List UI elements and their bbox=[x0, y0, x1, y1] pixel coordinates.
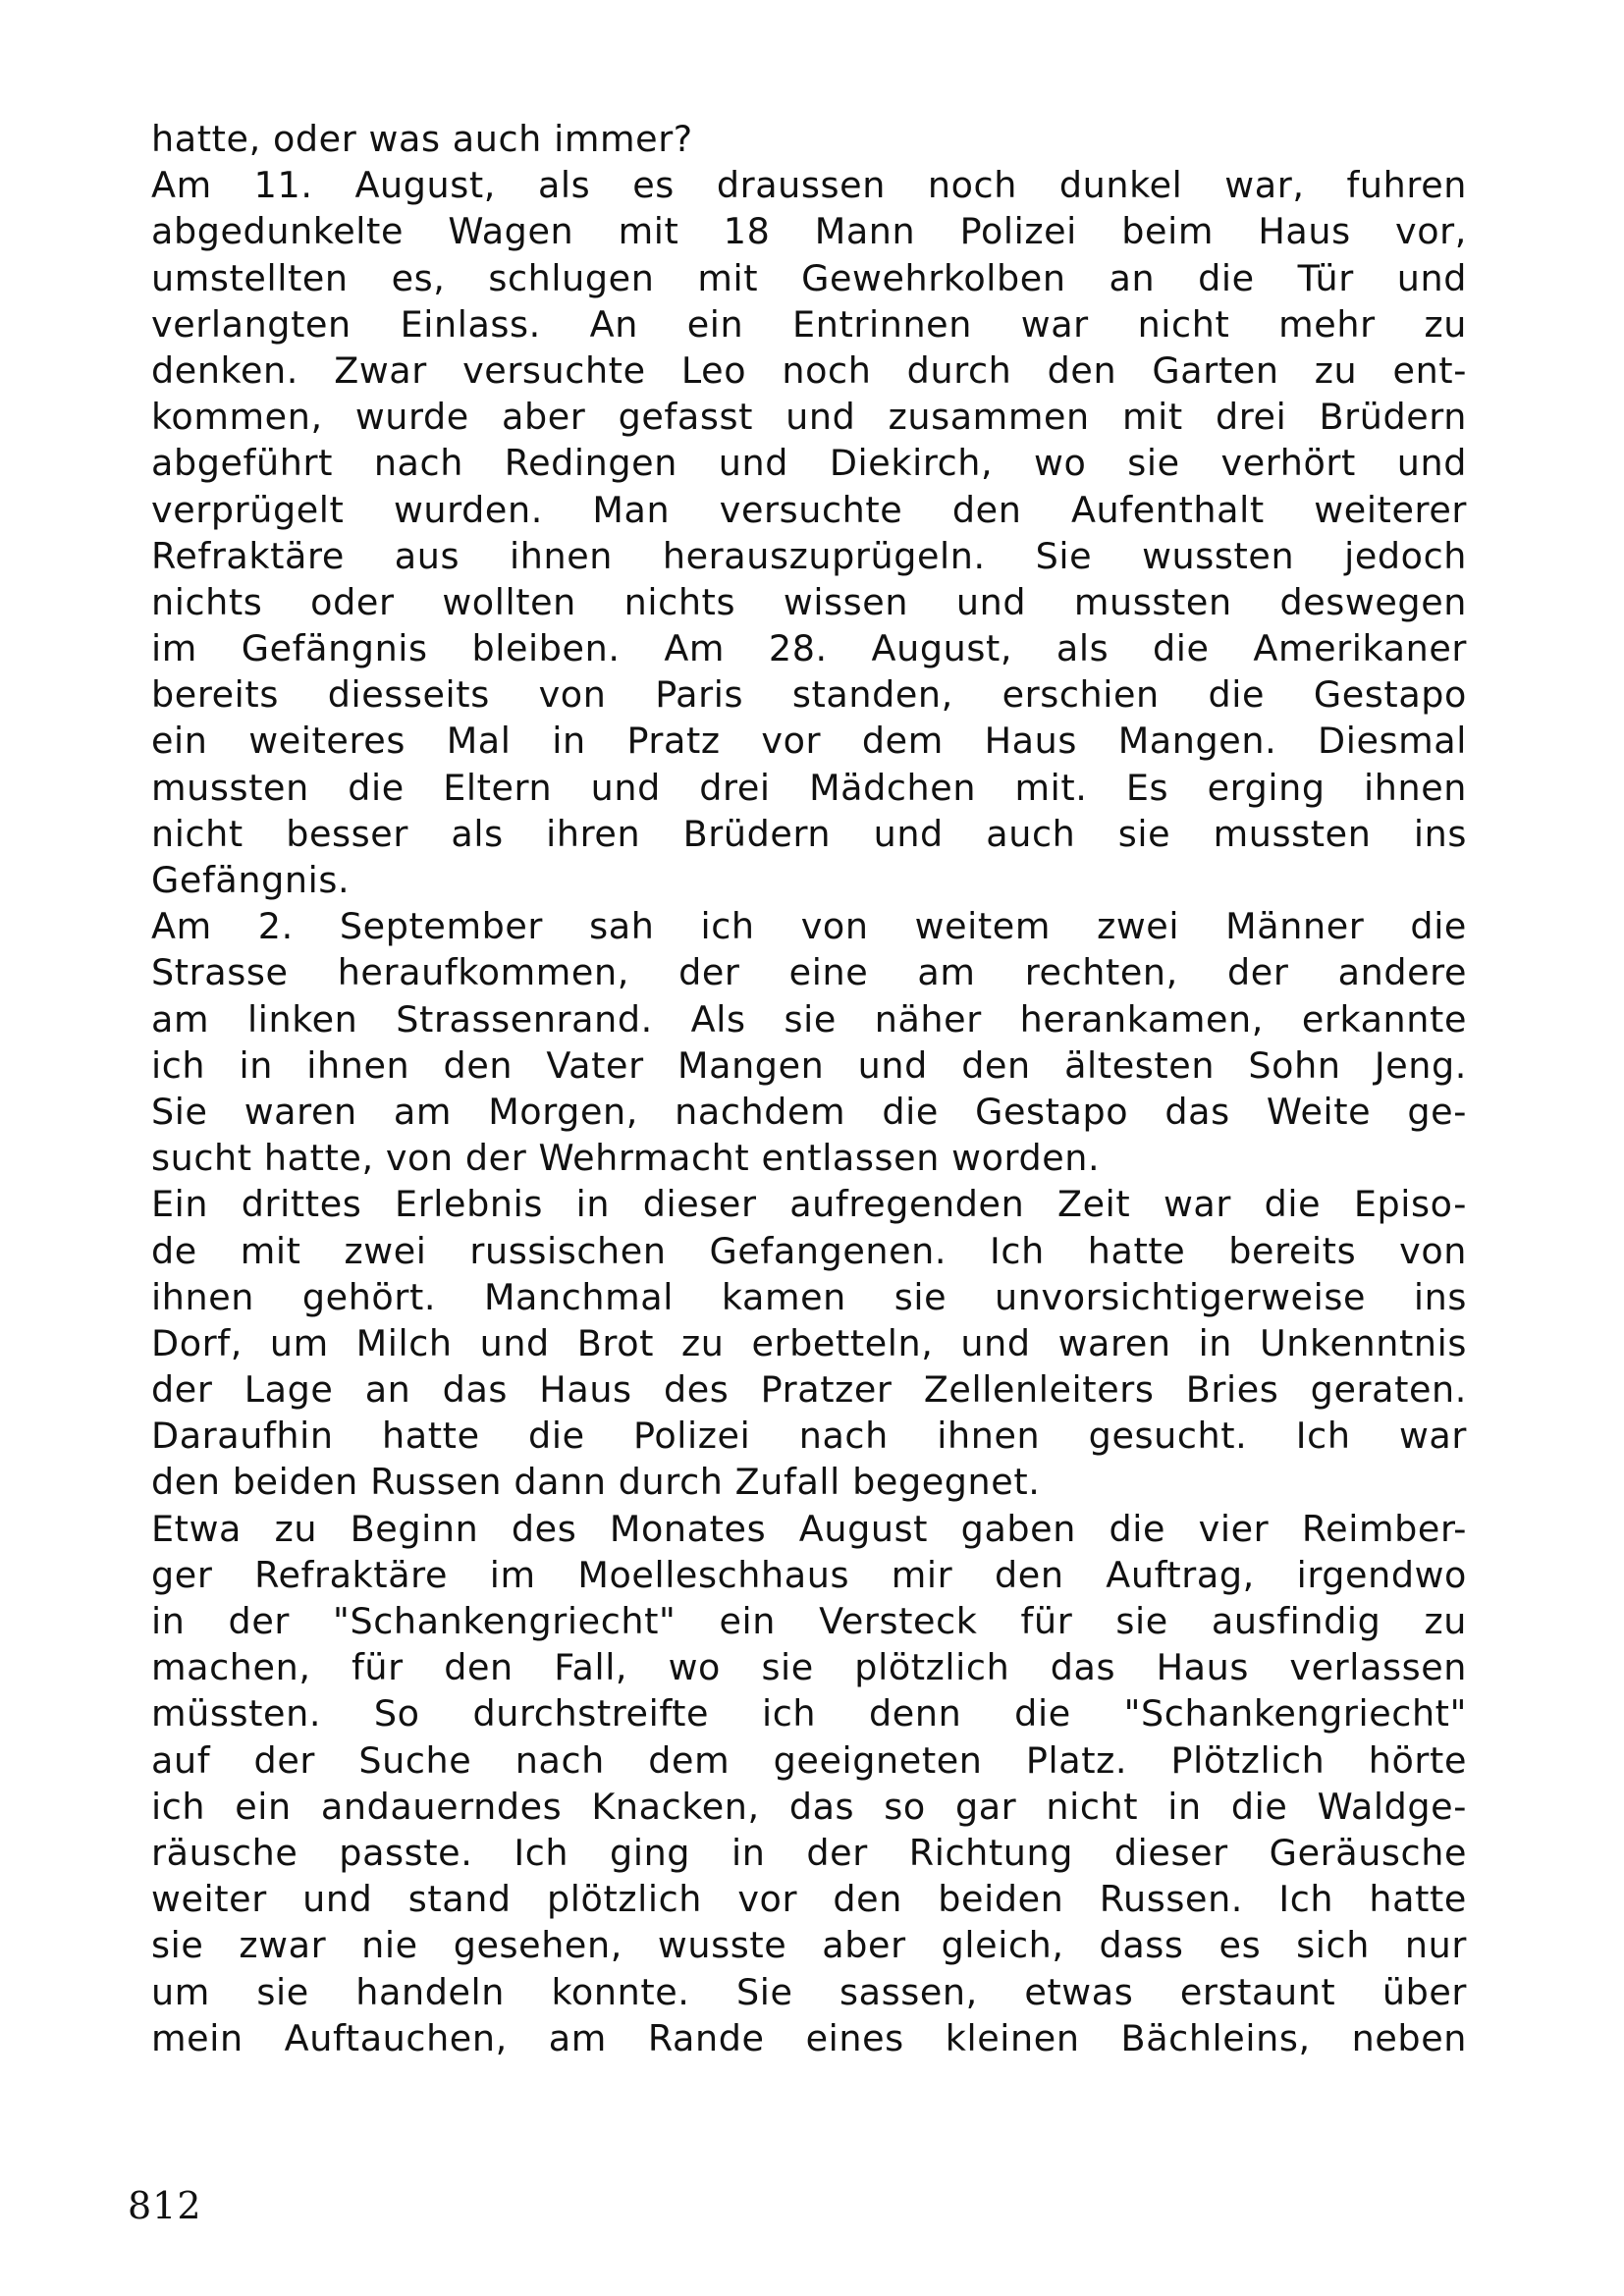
text-line: der Lage an das Haus des Pratzer Zellenleiters Bries geraten. bbox=[151, 1368, 1467, 1412]
text-line: den beiden Russen dann durch Zufall begegnet. bbox=[151, 1461, 1041, 1504]
text-line: Etwa zu Beginn des Monates August gaben die vier Reimber- bbox=[151, 1507, 1467, 1550]
page-number: 812 bbox=[128, 2184, 202, 2227]
text-line: Dorf, um Milch und Brot zu erbetteln, und waren in Unkenntnis bbox=[151, 1321, 1467, 1364]
text-line: ger Refraktäre im Moelleschhaus mir den Auftrag, irgendwo bbox=[151, 1553, 1467, 1596]
text-line: auf der Suche nach dem geeigneten Platz. Plötzlich hörte bbox=[151, 1738, 1467, 1782]
text-line: ich in ihnen den Vater Mangen und den ältesten Sohn Jeng. bbox=[151, 1043, 1467, 1087]
text-line: müssten. So durchstreifte ich denn die "Schankengriecht" bbox=[151, 1692, 1467, 1735]
text-line: de mit zwei russischen Gefangenen. Ich hatte bereits von bbox=[151, 1229, 1467, 1272]
text-line: Am 11. August, als es draussen noch dunkel war, fuhren bbox=[151, 164, 1467, 207]
text-line: nichts oder wollten nichts wissen und mussten deswegen bbox=[151, 580, 1467, 623]
text-line: hatte, oder was auch immer? bbox=[151, 118, 693, 160]
text-line: um sie handeln konnte. Sie sassen, etwas erstaunt über bbox=[151, 1970, 1467, 2013]
text-line: bereits diesseits von Paris standen, erschien die Gestapo bbox=[151, 673, 1467, 717]
text-line: am linken Strassenrand. Als sie näher herankamen, erkannte bbox=[151, 997, 1467, 1041]
text-line: Am 2. September sah ich von weitem zwei Männer die bbox=[151, 905, 1467, 948]
text-line: mussten die Eltern und drei Mädchen mit. Es erging ihnen bbox=[151, 766, 1467, 809]
text-line: mein Auftauchen, am Rande eines kleinen Bächleins, neben bbox=[151, 2016, 1467, 2059]
text-line: verlangten Einlass. An ein Entrinnen war nicht mehr zu bbox=[151, 302, 1467, 346]
text-line: denken. Zwar versuchte Leo noch durch den Garten zu ent- bbox=[151, 348, 1467, 392]
text-line: sie zwar nie gesehen, wusste aber gleich, dass es sich nur bbox=[151, 1924, 1467, 1967]
text-line: Sie waren am Morgen, nachdem die Gestapo das Weite ge- bbox=[151, 1090, 1467, 1133]
text-line: weiter und stand plötzlich vor den beiden Russen. Ich hatte bbox=[151, 1878, 1467, 1921]
text-line: ihnen gehört. Manchmal kamen sie unvorsichtigerweise ins bbox=[151, 1275, 1467, 1318]
text-line: Daraufhin hatte die Polizei nach ihnen gesucht. Ich war bbox=[151, 1415, 1467, 1458]
text-line: Ein drittes Erlebnis in dieser aufregenden Zeit war die Episo- bbox=[151, 1183, 1467, 1226]
text-line: verprügelt wurden. Man versuchte den Aufenthalt weiterer bbox=[151, 488, 1467, 531]
body-text bbox=[151, 116, 1467, 2061]
text-line: abgedunkelte Wagen mit 18 Mann Polizei beim Haus vor, bbox=[151, 210, 1467, 253]
text-line: abgeführt nach Redingen und Diekirch, wo sie verhört und bbox=[151, 442, 1467, 485]
text-line: im Gefängnis bleiben. Am 28. August, als die Amerikaner bbox=[151, 627, 1467, 670]
text-line: ein weiteres Mal in Pratz vor dem Haus Mangen. Diesmal bbox=[151, 720, 1467, 763]
text-line: ich ein andauerndes Knacken, das so gar nicht in die Waldge- bbox=[151, 1785, 1467, 1828]
text-line: Refraktäre aus ihnen herauszuprügeln. Sie wussten jedoch bbox=[151, 534, 1467, 577]
text-line: kommen, wurde aber gefasst und zusammen mit drei Brüdern bbox=[151, 396, 1467, 439]
text-line: machen, für den Fall, wo sie plötzlich das Haus verlassen bbox=[151, 1646, 1467, 1689]
text-line: sucht hatte, von der Wehrmacht entlassen worden. bbox=[151, 1137, 1101, 1180]
text-line: Strasse heraufkommen, der eine am rechten, der andere bbox=[151, 951, 1467, 994]
text-line: umstellten es, schlugen mit Gewehrkolben an die Tür und bbox=[151, 256, 1467, 299]
text-line: Gefängnis. bbox=[151, 859, 351, 901]
text-line: nicht besser als ihren Brüdern und auch sie mussten ins bbox=[151, 812, 1467, 855]
text-line: räusche passte. Ich ging in der Richtung dieser Geräusche bbox=[151, 1831, 1467, 1874]
text-line: in der "Schankengriecht" ein Versteck für sie ausfindig zu bbox=[151, 1600, 1467, 1642]
